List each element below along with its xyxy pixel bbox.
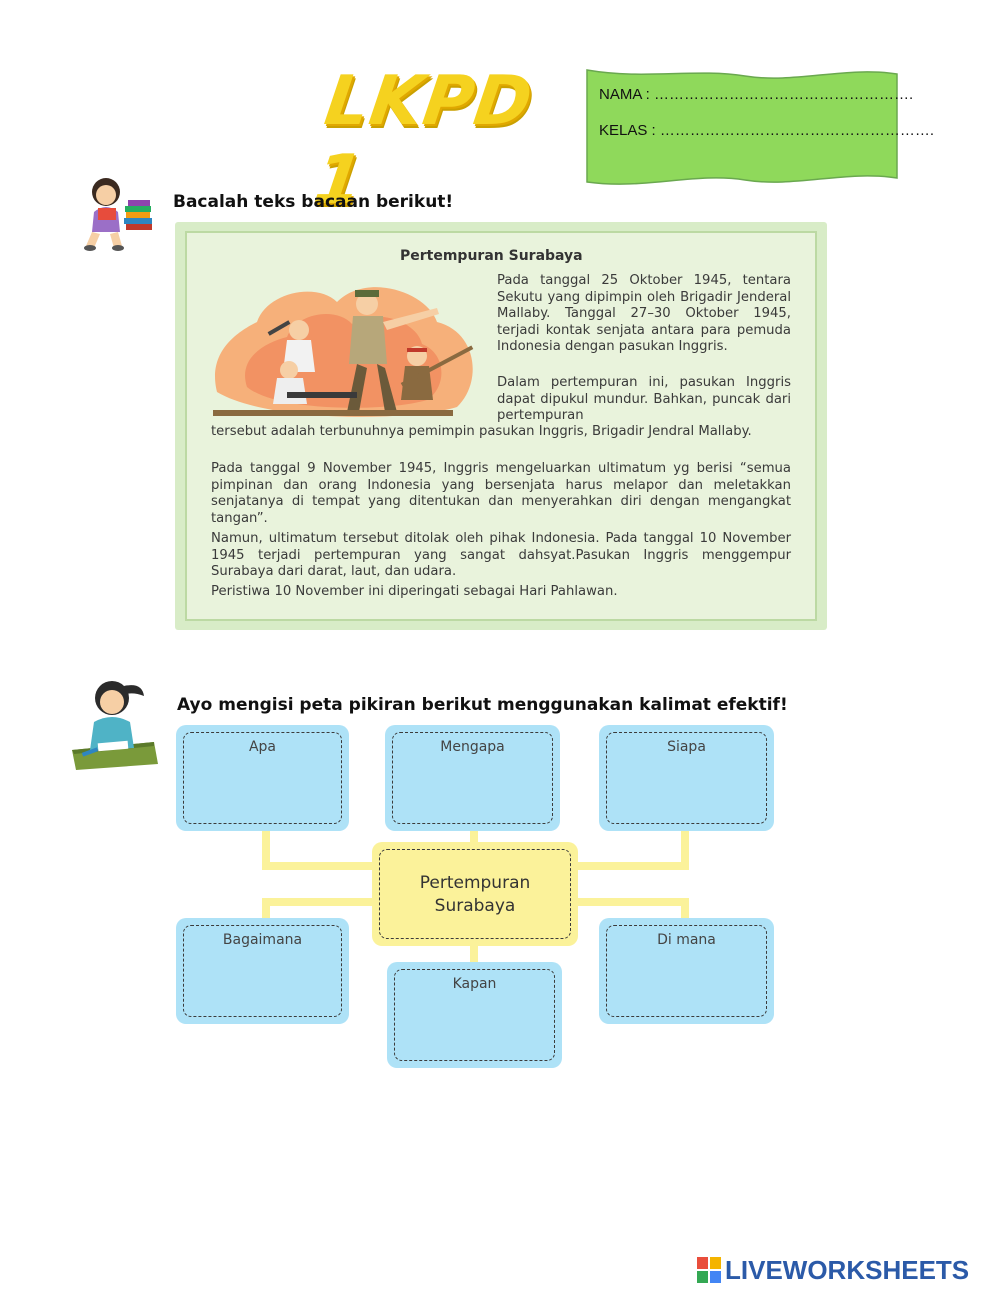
mindmap-node-mengapa[interactable] — [385, 725, 560, 831]
node-label-apa: Apa — [248, 739, 277, 755]
reading-instruction: Bacalah teks bacaan berikut! — [173, 192, 454, 212]
node-label-mengapa: Mengapa — [440, 739, 505, 755]
node-label-kapan: Kapan — [452, 976, 497, 992]
paragraph-2: Dalam pertempuran ini, pasukan Inggris dapat dipukul mundur. Bahkan, puncak dari pertempuran — [497, 375, 791, 424]
liveworksheets-text: LIVEWORKSHEETS — [725, 1254, 970, 1285]
paragraph-5: Peristiwa 10 November ini diperingati sebagai Hari Pahlawan. — [211, 584, 618, 599]
mindmap-node-kapan[interactable] — [387, 962, 562, 1068]
mindmap-node-siapa[interactable] — [599, 725, 774, 831]
mindmap-node-apa[interactable] — [176, 725, 349, 831]
reading-title: Pertempuran Surabaya — [400, 248, 583, 264]
paragraph-4: Namun, ultimatum tersebut ditolak oleh pihak Indonesia. Pada tanggal 10 November 1945 terjadi pertempuran yang sangat dahsyat.Pasukan Inggris menggempur Surabaya dari darat, laut, dan udara. — [211, 531, 791, 580]
nama-field[interactable]: NAMA : ……………………………………………. — [599, 86, 914, 103]
mindmap-node-bagaimana[interactable] — [176, 918, 349, 1024]
liveworksheets-icon — [697, 1257, 721, 1283]
mindmap-center-node — [372, 842, 578, 946]
mindmap-instruction: Ayo mengisi peta pikiran berikut menggunakan kalimat efektif! — [177, 695, 788, 715]
node-label-siapa: Siapa — [667, 739, 706, 755]
center-label: Pertempuran Surabaya — [419, 873, 531, 916]
paragraph-3: Pada tanggal 9 November 1945, Inggris mengeluarkan ultimatum yg berisi “semua pimpinan dan orang Indonesia yang bersenjata harus melapor dan meletakkan senjatanya di tempat yang ditentukan dan menyerahkan diri dengan mengangkat tangan”. — [211, 461, 791, 526]
mindmap-node-di-mana[interactable] — [599, 918, 774, 1024]
kelas-field[interactable]: KELAS : ………………………………………………. — [599, 122, 935, 139]
paragraph-2-continued: tersebut adalah terbunuhnya pemimpin pasukan Inggris, Brigadir Jendral Mallaby. — [211, 424, 752, 439]
paragraph-1: Pada tanggal 25 Oktober 1945, tentara Sekutu yang dipimpin oleh Brigadir Jenderal Mallaby. Tanggal 27–30 Oktober 1945, terjadi kontak senjata antara para pemuda Indonesia dengan pasukan Inggris. — [497, 273, 791, 355]
node-label-di-mana: Di mana — [657, 932, 716, 948]
node-label-bagaimana: Bagaimana — [222, 932, 303, 948]
liveworksheets-logo — [697, 1255, 969, 1285]
worksheet-title: LKPD 1 — [309, 62, 538, 220]
